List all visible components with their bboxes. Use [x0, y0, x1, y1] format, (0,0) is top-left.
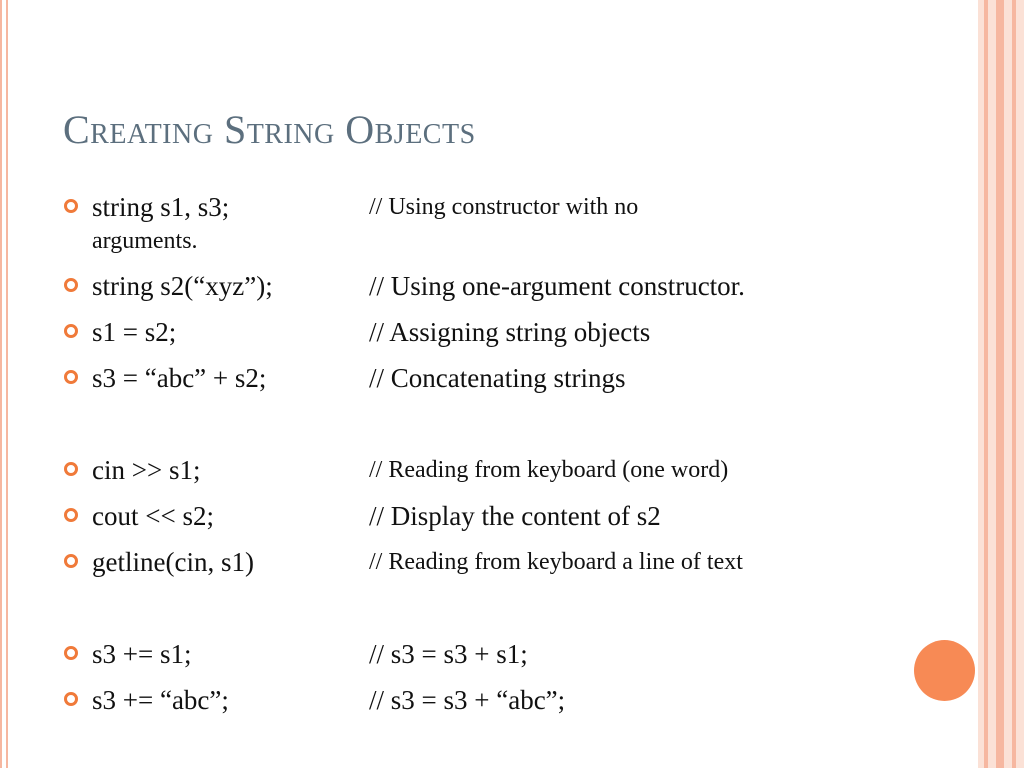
right-border-stripe — [996, 0, 1004, 768]
right-border-decoration — [978, 0, 1024, 768]
comment-text: // Using one-argument constructor. — [369, 271, 745, 301]
code-text: s3 = “abc” + s2; — [92, 363, 267, 393]
bullet-icon — [64, 324, 78, 338]
slide-title: Creating String Objects — [63, 107, 476, 152]
bullet-icon — [64, 508, 78, 522]
comment-text: // s3 = s3 + “abc”; — [369, 685, 566, 715]
bullet-icon — [64, 462, 78, 476]
comment-text: // Reading from keyboard (one word) — [369, 457, 729, 483]
bullet-icon — [64, 692, 78, 706]
bullet-icon — [64, 554, 78, 568]
bullet-icon — [64, 370, 78, 384]
comment-text: // Reading from keyboard a line of text — [369, 549, 743, 575]
code-text: s1 = s2; — [92, 317, 177, 347]
bullet-icon — [64, 646, 78, 660]
code-text: s3 += s1; — [92, 639, 192, 669]
comment-text: // Assigning string objects — [369, 317, 651, 347]
right-border-stripe — [1012, 0, 1016, 768]
comment-text: // Using constructor with no — [369, 194, 639, 220]
accent-circle-decoration — [914, 640, 975, 701]
left-border-decoration — [0, 0, 8, 768]
code-text: getline(cin, s1) — [92, 547, 254, 577]
bullet-icon — [64, 199, 78, 213]
comment-text: // Display the content of s2 — [369, 501, 661, 531]
comment-text: // Concatenating strings — [369, 363, 626, 393]
code-text: s3 += “abc”; — [92, 685, 229, 715]
comment-continuation: arguments. — [92, 228, 198, 254]
bullet-icon — [64, 278, 78, 292]
code-text: string s2(“xyz”); — [92, 271, 273, 301]
code-text: cin >> s1; — [92, 455, 201, 485]
comment-text: // s3 = s3 + s1; — [369, 639, 528, 669]
code-text: cout << s2; — [92, 501, 214, 531]
right-border-stripe — [984, 0, 988, 768]
code-text: string s1, s3; — [92, 192, 230, 222]
